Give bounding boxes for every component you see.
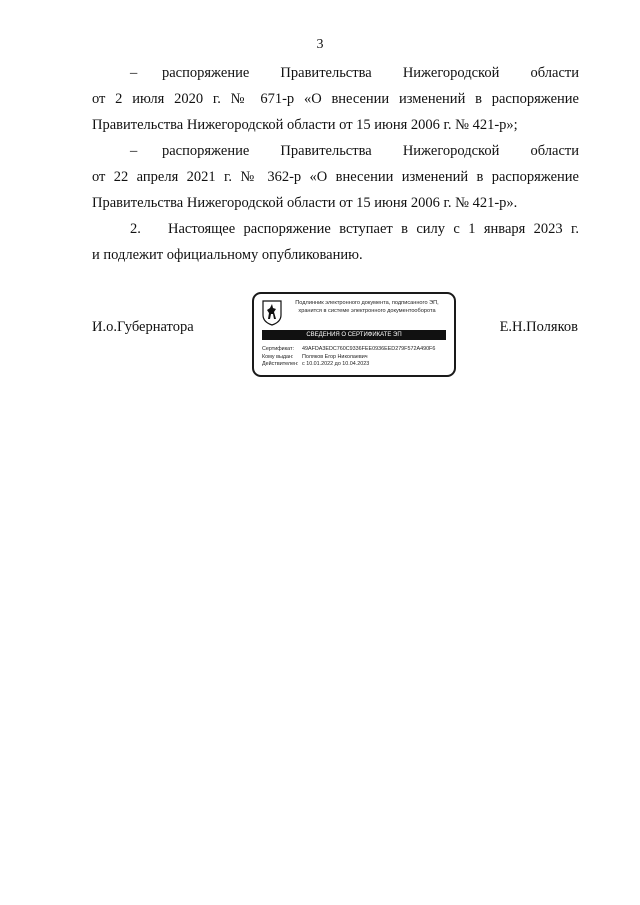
list-item-1 [92, 60, 579, 138]
page-number: 3 [316, 37, 324, 52]
stamp-row-issued-to: Кому выдан: Поляков Егор Николаевич [262, 353, 368, 360]
stamp-row-valid: Действителен: с 10.01.2022 до 10.04.2023 [262, 361, 370, 367]
list-item-line: – распоряжение Правительства Нижегородской области [92, 138, 579, 164]
clause-2 [92, 216, 579, 268]
list-item-line: Правительства Нижегородской области от 15 июня 2006 г. № 421-р». [92, 195, 518, 211]
signer-name: Е.Н.Поляков [499, 319, 578, 335]
list-item-2 [92, 138, 579, 216]
stamp-row-certificate: Сертификат: 49AFDA3EDC760C9336FEE0936EED279F572A490F6 [262, 346, 436, 352]
clause-number: 2. [130, 221, 141, 237]
clause-line: и подлежит официальному опубликованию. [92, 247, 363, 263]
list-dash: – [130, 65, 138, 81]
list-item-line: Правительства Нижегородской области от 15 июня 2006 г. № 421-р»; [92, 117, 518, 133]
stamp-details [262, 346, 452, 369]
signer-position: И.о.Губернатора [92, 319, 194, 335]
clause-line: 2. Настоящее распоряжение вступает в силу с 1 января 2023 г. [92, 216, 579, 242]
list-item-line: – распоряжение Правительства Нижегородской области [92, 60, 579, 86]
stamp-header: Подлинник электронного документа, подписанного ЭП, хранится в системе электронного документооборота [295, 300, 439, 314]
stamp-title-bar: СВЕДЕНИЯ О СЕРТИФИКАТЕ ЭП [262, 330, 446, 340]
list-item-line: от 2 июля 2020 г. № 671-р «О внесении изменений в распоряжение [92, 91, 579, 107]
coat-of-arms-icon [262, 300, 282, 326]
electronic-signature-stamp [252, 292, 456, 377]
list-item-line: от 22 апреля 2021 г. № 362-р «О внесении изменений в распоряжение [92, 169, 579, 185]
list-dash: – [130, 143, 138, 159]
